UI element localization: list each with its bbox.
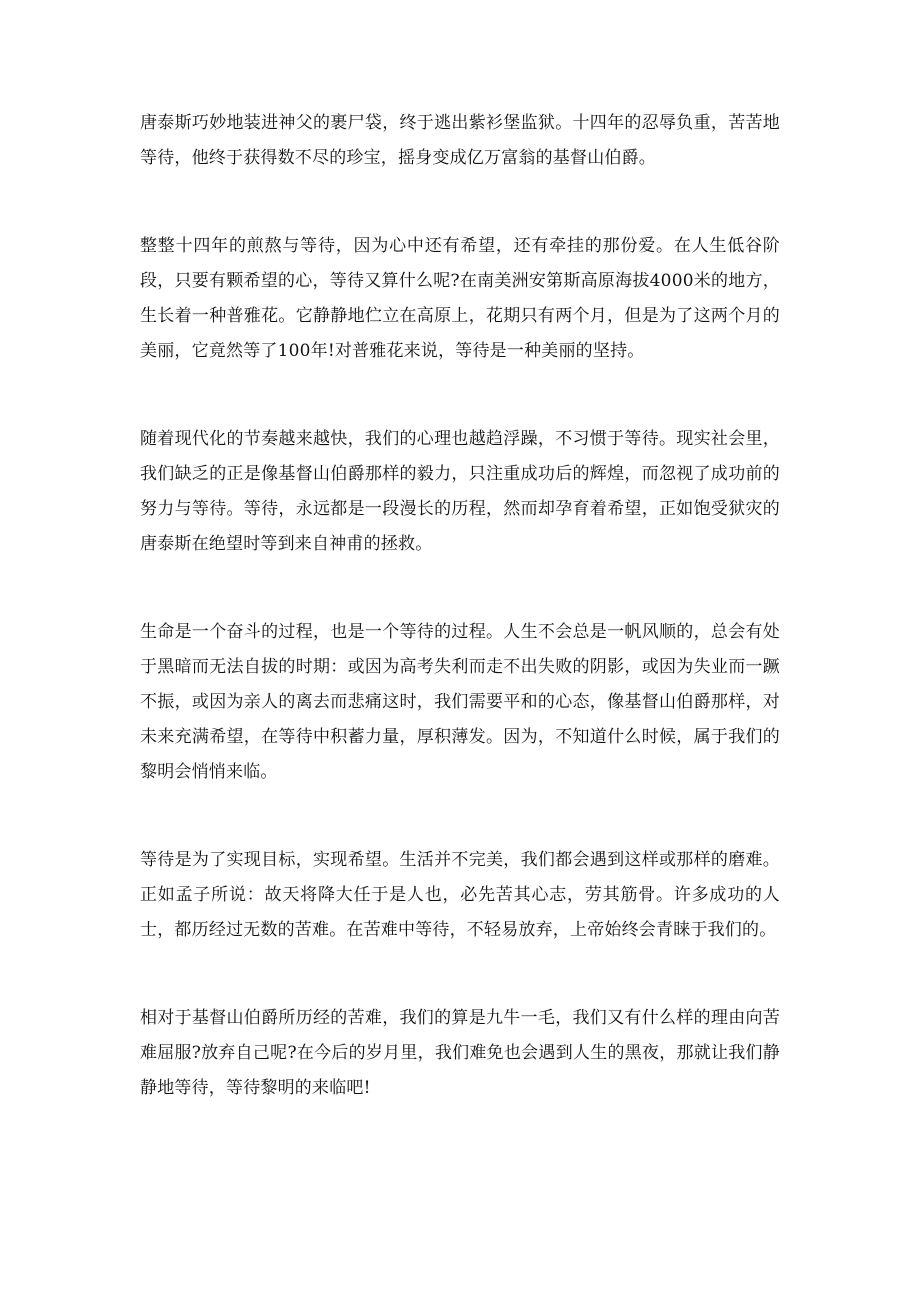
paragraph-2: 整整十四年的煎熬与等待，因为心中还有希望，还有牵挂的那份爱。在人生低谷阶段，只要有颗希望的心，等待又算什么呢?在南美洲安第斯高原海拔4000米的地方，生长着一种普雅花。它静静地伫立在高原上，花期只有两个月，但是为了这两个月的美丽，它竟然等了100年!对普雅花来说，等待是一种美丽的坚持。 — [140, 236, 780, 361]
paragraph-4: 生命是一个奋斗的过程，也是一个等待的过程。人生不会总是一帆风顺的，总会有处于黑暗而无法自拔的时期：或因为高考失利而走不出失败的阴影，或因为失业而一蹶不振，或因为亲人的离去而悲痛这时，我们需要平和的心态，像基督山伯爵那样，对未来充满希望，在等待中积蓄力量，厚积薄发。因为，不知道什么时候，属于我们的黎明会悄悄来临。 — [140, 622, 780, 782]
paragraph-6: 相对于基督山伯爵所历经的苦难，我们的算是九牛一毛，我们又有什么样的理由向苦难屈服?放弃自己呢?在今后的岁月里，我们难免也会遇到人生的黑夜，那就让我们静静地等待，等待黎明的来临吧! — [140, 1008, 780, 1098]
paragraph-5: 等待是为了实现目标，实现希望。生活并不完美，我们都会遇到这样或那样的磨难。正如孟子所说：故天将降大任于是人也，必先苦其心志，劳其筋骨。许多成功的人士，都历经过无数的苦难。在苦难中等待，不轻易放弃，上帝始终会青睐于我们的。 — [140, 850, 780, 940]
paragraph-3: 随着现代化的节奏越来越快，我们的心理也越趋浮躁，不习惯于等待。现实社会里，我们缺乏的正是像基督山伯爵那样的毅力，只注重成功后的辉煌，而忽视了成功前的努力与等待。等待，永远都是一段漫长的历程，然而却孕育着希望，正如饱受狱灾的唐泰斯在绝望时等到来自神甫的拯救。 — [140, 429, 780, 554]
paragraph-1: 唐泰斯巧妙地装进神父的裹尸袋，终于逃出紫衫堡监狱。十四年的忍辱负重，苦苦地等待，他终于获得数不尽的珍宝，摇身变成亿万富翁的基督山伯爵。 — [140, 113, 780, 168]
document-body — [140, 106, 780, 1159]
